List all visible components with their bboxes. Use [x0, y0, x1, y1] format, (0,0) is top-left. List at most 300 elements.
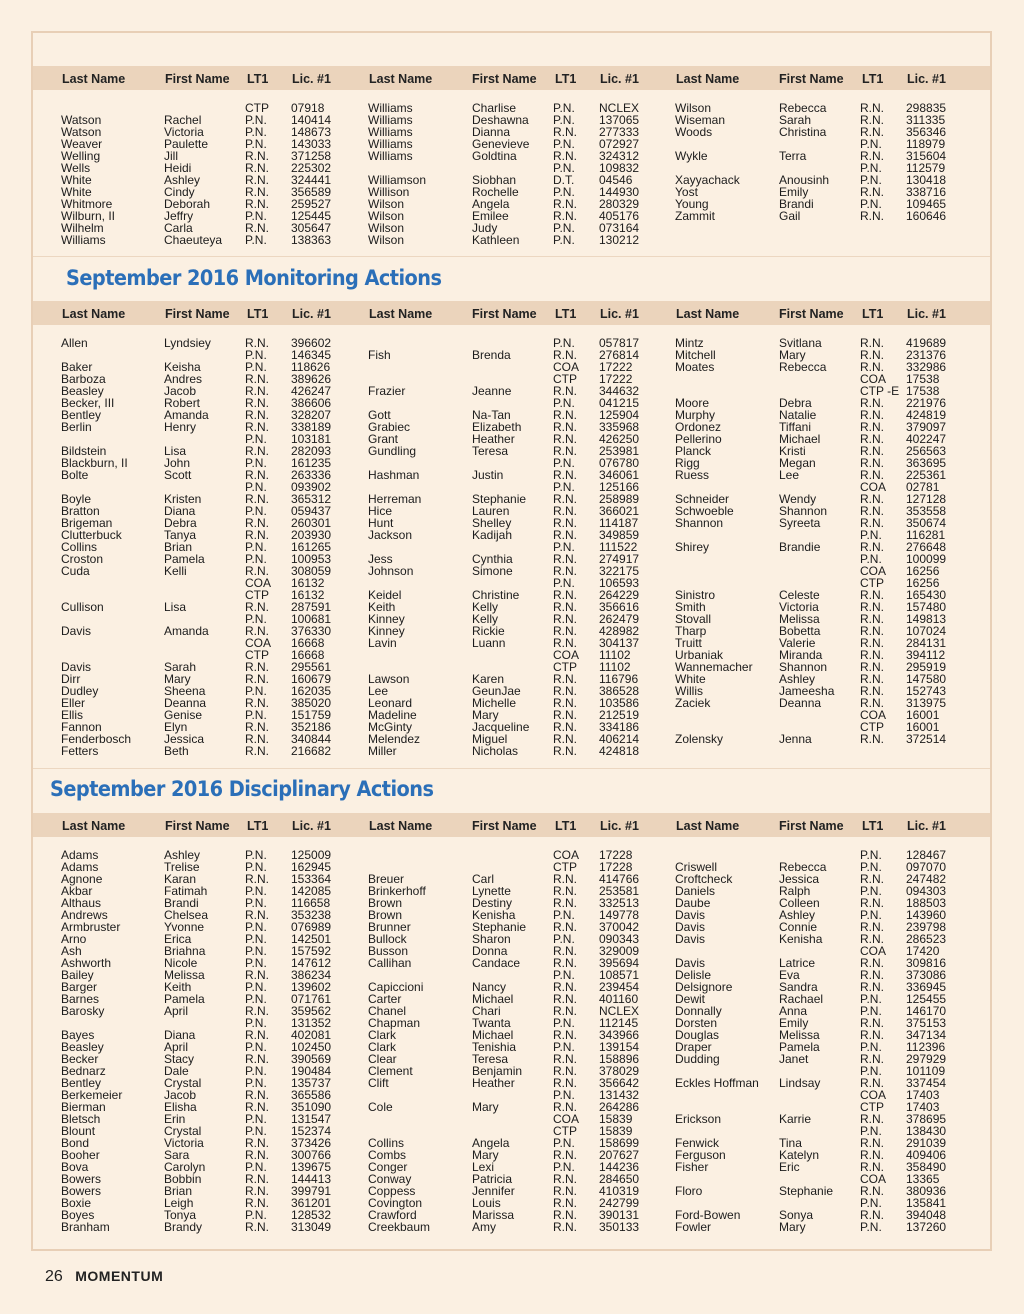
cell-lic: 165430	[906, 588, 947, 602]
cell-lt1: R.N.	[860, 209, 884, 223]
cell-last-name: Hunt	[368, 516, 394, 530]
cell-lic: 146345	[291, 348, 332, 362]
cell-lic: 147612	[291, 956, 332, 970]
cell-lt1: P.N.	[553, 161, 575, 175]
cell-first-name: Eric	[779, 1160, 800, 1174]
cell-first-name: Lynette	[472, 884, 511, 898]
cell-lic: 349859	[599, 528, 640, 542]
cell-last-name: White	[61, 173, 92, 187]
cell-first-name: Louis	[472, 1196, 501, 1210]
cell-last-name: Wells	[61, 161, 91, 175]
cell-first-name: Candace	[472, 956, 521, 970]
cell-lt1: R.N.	[553, 720, 577, 734]
cell-lt1: P.N.	[553, 480, 575, 494]
cell-last-name: Johnson	[368, 564, 414, 578]
cell-lt1: R.N.	[860, 612, 884, 626]
cell-lt1: R.N.	[553, 444, 577, 458]
cell-first-name: Anna	[779, 1004, 808, 1018]
cell-first-name: Michael	[472, 1028, 514, 1042]
cell-lic: 399791	[291, 1184, 332, 1198]
cell-lt1: R.N.	[245, 1004, 269, 1018]
cell-lic: 259527	[291, 197, 332, 211]
cell-first-name: Eva	[779, 968, 800, 982]
cell-first-name: Deanna	[779, 696, 822, 710]
cell-last-name: Eckles Hoffman	[675, 1076, 759, 1090]
cell-last-name: Williams	[368, 101, 413, 115]
cell-first-name: Kadijah	[472, 528, 513, 542]
cell-lic: 144413	[291, 1172, 332, 1186]
cell-first-name: Diana	[164, 504, 196, 518]
cell-last-name: Williams	[61, 233, 106, 247]
cell-first-name: Deanna	[164, 696, 207, 710]
cell-last-name: Collins	[61, 540, 98, 554]
cell-lt1: R.N.	[860, 588, 884, 602]
cell-first-name: Donna	[472, 944, 508, 958]
cell-first-name: Tanya	[164, 528, 197, 542]
column-header-last-name: Last Name	[676, 819, 740, 833]
cell-lt1: R.N.	[553, 956, 577, 970]
cell-lt1: P.N.	[553, 576, 575, 590]
cell-lic: 304137	[599, 636, 640, 650]
cell-first-name: Debra	[164, 516, 197, 530]
cell-last-name: Dudding	[675, 1052, 720, 1066]
cell-lic: 284650	[599, 1172, 640, 1186]
cell-lic: NCLEX	[599, 1004, 640, 1018]
cell-first-name: Jacqueline	[472, 720, 530, 734]
cell-lt1: R.N.	[553, 944, 577, 958]
cell-lic: 276648	[906, 540, 947, 554]
cell-lic: 107024	[906, 624, 947, 638]
cell-last-name: Creekbaum	[368, 1220, 431, 1234]
cell-last-name: Beasley	[61, 1040, 104, 1054]
cell-first-name: Jenna	[779, 732, 812, 746]
cell-lic: 161235	[291, 456, 332, 470]
cell-first-name: Syreeta	[779, 516, 821, 530]
cell-lt1: R.N.	[553, 1100, 577, 1114]
cell-lt1: P.N.	[553, 540, 575, 554]
cell-last-name: Smith	[675, 600, 706, 614]
cell-lic: 071761	[291, 992, 332, 1006]
cell-first-name: Na-Tan	[472, 408, 511, 422]
cell-lic: 343966	[599, 1028, 640, 1042]
cell-first-name: Carla	[164, 221, 193, 235]
cell-lic: 100953	[291, 552, 332, 566]
cell-last-name: Davis	[61, 660, 92, 674]
cell-lt1: R.N.	[553, 612, 577, 626]
cell-lic: 277333	[599, 125, 640, 139]
cell-lic: 203930	[291, 528, 332, 542]
cell-lt1: R.N.	[553, 420, 577, 434]
cell-lic: 11102	[599, 648, 631, 662]
cell-lt1: R.N.	[245, 528, 269, 542]
cell-first-name: Mary	[472, 1100, 499, 1114]
cell-lic: 338189	[291, 420, 332, 434]
cell-lt1: R.N.	[553, 384, 577, 398]
column-header-last-name: Last Name	[62, 72, 126, 86]
cell-last-name: Ash	[61, 944, 82, 958]
cell-first-name: Victoria	[164, 125, 204, 139]
cell-lt1: COA	[860, 372, 887, 386]
cell-last-name: Blackburn, II	[61, 456, 128, 470]
cell-lic: 152743	[906, 684, 947, 698]
cell-first-name: Rebecca	[779, 360, 827, 374]
cell-last-name: Kinney	[368, 624, 405, 638]
cell-lic: 13365	[906, 1172, 940, 1186]
cell-lt1: R.N.	[860, 1136, 884, 1150]
cell-lic: 389626	[291, 372, 332, 386]
cell-last-name: Shirey	[675, 540, 710, 554]
cell-last-name: Clear	[368, 1052, 397, 1066]
cell-lic: 309816	[906, 956, 947, 970]
cell-first-name: GeunJae	[472, 684, 521, 698]
cell-lic: 396602	[291, 336, 332, 350]
cell-lt1: P.N.	[553, 1136, 575, 1150]
cell-last-name: Kinney	[368, 612, 405, 626]
cell-first-name: Shelley	[472, 516, 512, 530]
cell-lt1: R.N.	[245, 173, 269, 187]
cell-last-name: Jackson	[368, 528, 413, 542]
divider	[33, 768, 990, 769]
cell-lt1: P.N.	[860, 197, 882, 211]
cell-lt1: R.N.	[245, 444, 269, 458]
cell-last-name: Murphy	[675, 408, 716, 422]
cell-last-name: Ruess	[675, 468, 710, 482]
cell-first-name: Jessica	[779, 872, 820, 886]
cell-lic: 090343	[599, 932, 640, 946]
cell-first-name: Rebecca	[779, 101, 827, 115]
cell-first-name: Victoria	[779, 600, 819, 614]
cell-last-name: Eller	[61, 696, 86, 710]
cell-lt1: R.N.	[245, 336, 269, 350]
cell-first-name: Jessica	[164, 732, 205, 746]
cell-lt1: R.N.	[553, 564, 577, 578]
cell-lic: 356616	[599, 600, 640, 614]
cell-last-name: Moore	[675, 396, 710, 410]
cell-lic: 076780	[599, 456, 640, 470]
cell-last-name: Willison	[368, 185, 410, 199]
cell-lt1: P.N.	[553, 137, 575, 151]
cell-lic: 125009	[291, 848, 332, 862]
cell-lic: 131547	[291, 1112, 332, 1126]
cell-lic: 274917	[599, 552, 640, 566]
cell-lt1: R.N.	[860, 492, 884, 506]
cell-first-name: Brandie	[779, 540, 821, 554]
cell-first-name: Mary	[472, 1148, 499, 1162]
cell-first-name: Kelli	[164, 564, 187, 578]
cell-lic: 372514	[906, 732, 947, 746]
cell-lt1: P.N.	[245, 1160, 267, 1174]
cell-lt1: P.N.	[553, 1016, 575, 1030]
cell-lic: 059437	[291, 504, 332, 518]
table-row	[33, 1221, 990, 1233]
column-header-lt1: LT1	[247, 307, 269, 321]
cell-lt1: P.N.	[860, 1196, 882, 1210]
cell-lt1: P.N.	[553, 221, 575, 235]
cell-lt1: R.N.	[860, 920, 884, 934]
cell-first-name: Nicole	[164, 956, 198, 970]
cell-lt1: P.N.	[860, 860, 882, 874]
cell-lic: 118979	[906, 137, 946, 151]
cell-last-name: Williams	[368, 113, 413, 127]
cell-last-name: Barger	[61, 980, 98, 994]
cell-lt1: D.T.	[553, 173, 575, 187]
cell-last-name: Coppess	[368, 1184, 416, 1198]
cell-last-name: Grabiec	[368, 420, 411, 434]
cell-last-name: Berkemeier	[61, 1088, 123, 1102]
cell-lt1: R.N.	[860, 444, 884, 458]
column-header-first-name: First Name	[779, 819, 844, 833]
cell-first-name: Judy	[472, 221, 498, 235]
cell-last-name: Young	[675, 197, 709, 211]
table-row	[33, 234, 990, 246]
cell-lt1: P.N.	[245, 956, 267, 970]
cell-lt1: R.N.	[245, 660, 269, 674]
cell-first-name: Trelise	[164, 860, 200, 874]
cell-first-name: Amy	[472, 1220, 496, 1234]
cell-lt1: CTP	[860, 576, 884, 590]
cell-lt1: CTP	[860, 720, 884, 734]
cell-last-name: Whitmore	[61, 197, 113, 211]
cell-last-name: Bowers	[61, 1172, 102, 1186]
cell-lt1: P.N.	[245, 1016, 267, 1030]
cell-last-name: Fenwick	[675, 1136, 720, 1150]
cell-lic: 131432	[599, 1088, 640, 1102]
cell-lt1: R.N.	[860, 980, 884, 994]
cell-lt1: R.N.	[245, 492, 269, 506]
cell-lt1: P.N.	[553, 968, 575, 982]
cell-lt1: CTP	[245, 588, 269, 602]
cell-last-name: Branham	[61, 1220, 110, 1234]
table-row	[33, 745, 990, 757]
cell-last-name: Keith	[368, 600, 396, 614]
cell-lt1: R.N.	[245, 908, 269, 922]
cell-last-name: Andrews	[61, 908, 108, 922]
cell-lic: 162035	[291, 684, 332, 698]
cell-lt1: R.N.	[553, 992, 577, 1006]
cell-last-name: Clement	[368, 1064, 413, 1078]
cell-lic: 373426	[291, 1136, 332, 1150]
cell-lic: 308059	[291, 564, 332, 578]
cell-lic: 401160	[599, 992, 639, 1006]
cell-lic: 231376	[906, 348, 947, 362]
cell-last-name: Chapman	[368, 1016, 421, 1030]
cell-lt1: R.N.	[245, 732, 269, 746]
cell-lt1: P.N.	[553, 101, 575, 115]
cell-lic: 17403	[906, 1100, 940, 1114]
cell-last-name: Frazier	[368, 384, 406, 398]
cell-lic: 112396	[906, 1040, 946, 1054]
cell-lt1: R.N.	[245, 1136, 269, 1150]
cell-first-name: Mary	[779, 348, 806, 362]
cell-lic: 130418	[906, 173, 947, 187]
cell-lic: 373086	[906, 968, 947, 982]
cell-lic: 142501	[291, 932, 332, 946]
cell-lic: 402247	[906, 432, 947, 446]
cell-first-name: Jacob	[164, 1088, 197, 1102]
cell-last-name: Wilson	[368, 209, 405, 223]
cell-lic: 11102	[599, 660, 631, 674]
cell-lt1: CTP	[245, 648, 269, 662]
cell-lic: 144930	[599, 185, 640, 199]
cell-first-name: Carolyn	[164, 1160, 206, 1174]
cell-lt1: R.N.	[553, 209, 577, 223]
cell-lic: 100099	[906, 552, 947, 566]
cell-lic: 142085	[291, 884, 332, 898]
cell-lic: 239454	[599, 980, 640, 994]
cell-lt1: R.N.	[553, 408, 577, 422]
cell-lic: 140414	[291, 113, 332, 127]
cell-first-name: Dianna	[472, 125, 511, 139]
cell-first-name: Gail	[779, 209, 801, 223]
cell-lt1: R.N.	[553, 696, 577, 710]
cell-lic: 118626	[291, 360, 331, 374]
cell-last-name: Watson	[61, 125, 102, 139]
cell-last-name: Cuda	[61, 564, 90, 578]
cell-first-name: April	[164, 1004, 189, 1018]
cell-last-name: Watson	[61, 113, 102, 127]
cell-lt1: P.N.	[860, 992, 882, 1006]
cell-lic: 158699	[599, 1136, 640, 1150]
cell-lic: 116796	[599, 672, 639, 686]
cell-last-name: White	[61, 185, 92, 199]
cell-last-name: Brinkerhoff	[368, 884, 426, 898]
cell-last-name: Zammit	[675, 209, 715, 223]
cell-lic: 137065	[599, 113, 640, 127]
cell-lic: 108571	[599, 968, 640, 982]
cell-first-name: Kristi	[779, 444, 806, 458]
cell-last-name: Carter	[368, 992, 402, 1006]
cell-first-name: Karen	[472, 672, 505, 686]
cell-lt1: R.N.	[553, 884, 577, 898]
cell-lt1: P.N.	[860, 1040, 882, 1054]
cell-first-name: Brian	[164, 1184, 193, 1198]
cell-last-name: Dirr	[61, 672, 81, 686]
cell-lt1: R.N.	[553, 636, 577, 650]
column-header-lic: Lic. #1	[600, 72, 639, 86]
cell-first-name: Paulette	[164, 137, 209, 151]
column-header-first-name: First Name	[165, 307, 230, 321]
cell-lt1: R.N.	[553, 1208, 577, 1222]
cell-first-name: Brandy	[164, 1220, 203, 1234]
cell-last-name: Clark	[368, 1040, 397, 1054]
cell-lic: 350133	[599, 1220, 640, 1234]
column-header-last-name: Last Name	[676, 307, 740, 321]
cell-last-name: Dorsten	[675, 1016, 718, 1030]
cell-first-name: Celeste	[779, 588, 820, 602]
cell-first-name: Mary	[779, 1220, 806, 1234]
column-header-last-name: Last Name	[369, 819, 433, 833]
cell-lic: 311335	[906, 113, 946, 127]
cell-lt1: P.N.	[553, 113, 575, 127]
cell-lt1: CTP -E	[860, 384, 900, 398]
cell-lic: 138363	[291, 233, 332, 247]
cell-lt1: R.N.	[553, 896, 577, 910]
cell-lic: 16668	[291, 636, 325, 650]
cell-last-name: Wilson	[368, 197, 405, 211]
cell-lic: 143033	[291, 137, 332, 151]
cell-lt1: P.N.	[245, 552, 267, 566]
cell-last-name: Collins	[368, 1136, 405, 1150]
cell-last-name: Williams	[368, 125, 413, 139]
cell-lt1: R.N.	[245, 624, 269, 638]
cell-lic: 329009	[599, 944, 640, 958]
cell-lt1: P.N.	[245, 612, 267, 626]
cell-first-name: Siobhan	[472, 173, 517, 187]
cell-lic: 315604	[906, 149, 947, 163]
cell-lic: 313975	[906, 696, 947, 710]
cell-first-name: Erin	[164, 1112, 186, 1126]
table-row	[33, 469, 990, 481]
column-header-lt1: LT1	[555, 307, 577, 321]
cell-lt1: P.N.	[553, 908, 575, 922]
cell-lt1: P.N.	[860, 1124, 882, 1138]
cell-lic: 17420	[906, 944, 940, 958]
cell-lic: 378029	[599, 1064, 640, 1078]
cell-lt1: R.N.	[860, 1160, 884, 1174]
cell-lt1: CTP	[553, 860, 577, 874]
table-body	[33, 337, 990, 757]
cell-last-name: Schwoeble	[675, 504, 734, 518]
cell-lt1: P.N.	[245, 233, 267, 247]
cell-first-name: Jill	[164, 149, 178, 163]
cell-lt1: R.N.	[860, 101, 884, 115]
cell-first-name: Elyn	[164, 720, 188, 734]
table-row	[33, 601, 990, 613]
cell-lic: 414766	[599, 872, 640, 886]
cell-last-name: Wilson	[368, 221, 405, 235]
cell-first-name: Sarah	[164, 660, 197, 674]
cell-lt1: R.N.	[245, 672, 269, 686]
cell-lic: 130212	[599, 233, 640, 247]
cell-first-name: Bobetta	[779, 624, 821, 638]
cell-last-name: Beasley	[61, 384, 104, 398]
cell-lt1: R.N.	[245, 1148, 269, 1162]
cell-lic: 366021	[599, 504, 640, 518]
page-footer	[45, 1268, 163, 1286]
cell-lic: 125455	[906, 992, 947, 1006]
cell-first-name: Janet	[779, 1052, 809, 1066]
cell-first-name: Beth	[164, 744, 189, 758]
cell-last-name: Daniels	[675, 884, 716, 898]
cell-lt1: R.N.	[553, 872, 577, 886]
cell-lic: 149813	[906, 612, 947, 626]
cell-first-name: Lexi	[472, 1160, 495, 1174]
cell-first-name: Diana	[164, 1028, 196, 1042]
cell-first-name: Lee	[779, 468, 800, 482]
column-header-lt1: LT1	[555, 819, 577, 833]
cell-lt1: R.N.	[860, 732, 884, 746]
cell-first-name: Melissa	[779, 1028, 820, 1042]
cell-lic: 097070	[906, 860, 947, 874]
cell-first-name: Justin	[472, 468, 504, 482]
cell-last-name: Shannon	[675, 516, 724, 530]
cell-last-name: Davis	[675, 932, 706, 946]
cell-lic: 111522	[599, 540, 638, 554]
cell-lt1: P.N.	[245, 944, 267, 958]
cell-last-name: Douglas	[675, 1028, 720, 1042]
cell-lic: 135841	[906, 1196, 947, 1210]
cell-lt1: R.N.	[553, 125, 577, 139]
cell-lic: 353558	[906, 504, 947, 518]
cell-last-name: McGinty	[368, 720, 413, 734]
cell-lt1: R.N.	[245, 149, 269, 163]
cell-lic: 17538	[906, 372, 940, 386]
cell-lic: 073164	[599, 221, 640, 235]
cell-first-name: Mary	[472, 708, 499, 722]
cell-lic: 378695	[906, 1112, 947, 1126]
cell-lt1: COA	[860, 1172, 887, 1186]
cell-lt1: R.N.	[860, 932, 884, 946]
